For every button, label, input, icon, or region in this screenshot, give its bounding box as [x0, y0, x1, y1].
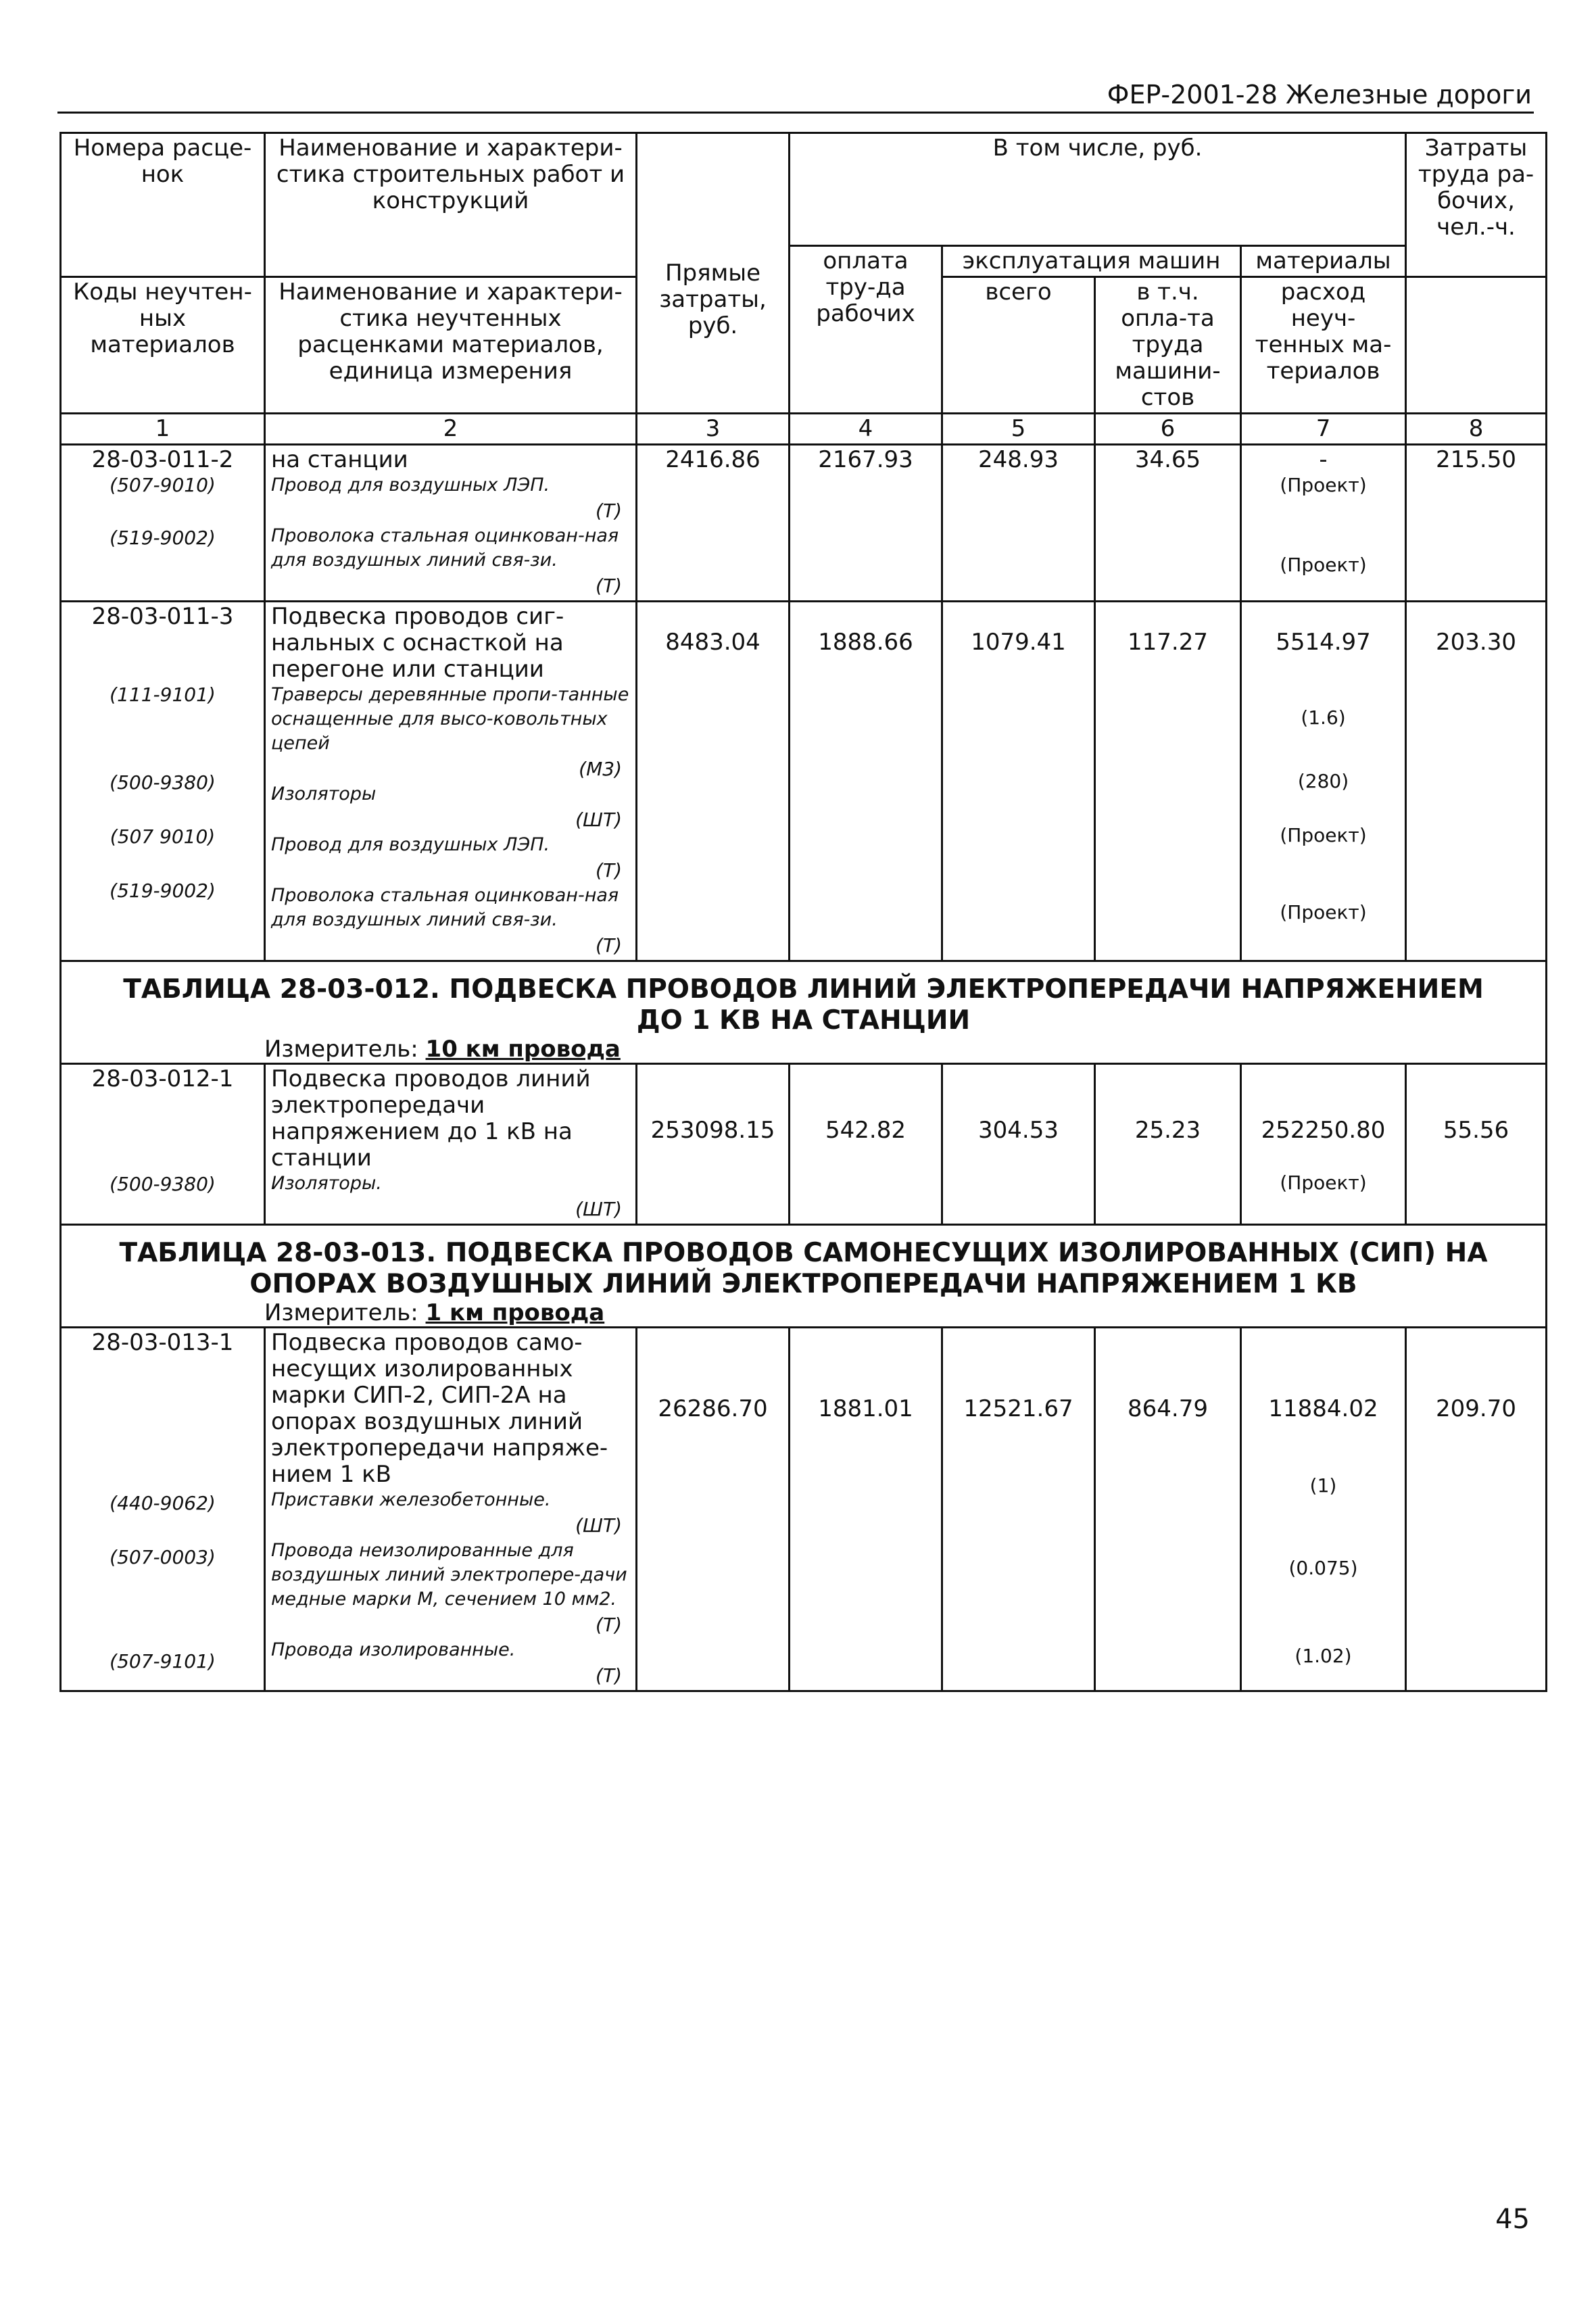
material-unit: (ШТ)	[575, 1514, 622, 1537]
material-name: Изоляторы.	[271, 1173, 382, 1194]
rate-name: Подвеска проводов сиг-нальных с оснасткой на перегоне или станции	[271, 603, 564, 683]
labor-hours: 215.50	[1406, 445, 1547, 602]
labor-hours: 209.70	[1406, 1328, 1547, 1691]
material-unit: (Т)	[596, 934, 622, 957]
material-name: Провод для воздушных ЛЭП.	[271, 475, 550, 496]
direct-cost: 2416.86	[637, 445, 790, 602]
running-header-title: ФЕР-2001-28 Железные дороги	[1107, 80, 1532, 110]
material-unit: (Т)	[596, 500, 622, 522]
rate-cell-codes	[61, 602, 265, 961]
rate-cell-names	[265, 1328, 637, 1691]
material-code: (507 9010)	[110, 825, 216, 848]
material-usage: (1.6)	[1301, 706, 1346, 729]
material-unit: (Т)	[596, 859, 622, 882]
material-unit: (М3)	[579, 758, 622, 780]
material-name: Проволока стальная оцинкован-ная для воздушных линий свя-зи.	[271, 885, 619, 930]
rates-table	[59, 132, 1547, 1692]
header-row-1	[61, 133, 1547, 246]
labor-pay: 2167.93	[790, 445, 942, 602]
material-usage: (1.02)	[1295, 1645, 1352, 1667]
rate-row	[61, 1328, 1547, 1691]
material-unit: (Т)	[596, 1664, 622, 1687]
header-rule	[57, 112, 1534, 114]
machinist-pay-header: в т.ч. опла-та труда машини-стов	[1095, 277, 1241, 414]
material-code: (500-9380)	[110, 771, 216, 794]
material-unit: (ШТ)	[575, 1198, 622, 1220]
rate-row	[61, 1064, 1547, 1225]
rate-cell-codes	[61, 445, 265, 602]
material-usage: (Проект)	[1280, 824, 1367, 846]
column-number: 6	[1095, 414, 1241, 445]
materials-cell	[1241, 602, 1406, 961]
material-name: Провода изолированные.	[271, 1639, 516, 1660]
machinist-pay: 25.23	[1095, 1064, 1241, 1225]
material-code: (507-9101)	[110, 1650, 216, 1672]
rate-name: на станции	[271, 446, 408, 473]
materials-value: 11884.02	[1268, 1395, 1378, 1422]
material-name: Провода неизолированные для воздушных линий электропере-дачи медные марки М, сечением 10 мм2.	[271, 1540, 627, 1610]
material-name: Провод для воздушных ЛЭП.	[271, 834, 550, 855]
material-name: Изоляторы	[271, 783, 377, 804]
rate-name: Подвеска проводов само-несущих изолированных марки СИП-2, СИП-2А на опорах воздушных линий электропередачи напряже-нием 1 кВ	[271, 1329, 608, 1488]
labor-pay-header: оплата тру-да рабочих	[790, 246, 942, 414]
material-usage: (0.075)	[1288, 1557, 1358, 1579]
rate-row	[61, 445, 1547, 602]
material-code: (507-0003)	[110, 1546, 216, 1568]
column-number: 4	[790, 414, 942, 445]
material-code: (519-9002)	[110, 879, 216, 902]
machines-total: 304.53	[942, 1064, 1095, 1225]
materials-cell	[1241, 1064, 1406, 1225]
machines-header: эксплуатация машин	[942, 246, 1241, 277]
labor-pay: 542.82	[790, 1064, 942, 1225]
rate-cell-codes	[61, 1328, 265, 1691]
machines-total: 248.93	[942, 445, 1095, 602]
col1-top-header: Номера расце-нок	[61, 133, 265, 277]
rate-cell-names	[265, 1064, 637, 1225]
material-usage: (Проект)	[1280, 901, 1367, 923]
section-title: ТАБЛИЦА 28-03-012. ПОДВЕСКА ПРОВОДОВ ЛИНИЙ ЭЛЕКТРОПЕРЕДАЧИ НАПРЯЖЕНИЕМ ДО 1 КВ НА СТАНЦИИ	[123, 974, 1484, 1036]
rate-cell-codes	[61, 1064, 265, 1225]
materials-value: -	[1319, 446, 1328, 473]
table-section-heading	[61, 961, 1547, 1064]
direct-cost: 8483.04	[637, 602, 790, 961]
material-usage-header: расход неуч-тенных ма-териалов	[1241, 277, 1406, 414]
material-unit: (ШТ)	[575, 809, 622, 831]
measure-line	[102, 1036, 1505, 1063]
direct-cost: 26286.70	[637, 1328, 790, 1691]
material-name: Проволока стальная оцинкован-ная для воздушных линий свя-зи.	[271, 525, 619, 571]
material-code: (440-9062)	[110, 1492, 216, 1514]
machines-total-header: всего	[942, 277, 1095, 414]
material-code: (500-9380)	[110, 1173, 216, 1195]
rate-code: 28-03-011-3	[91, 603, 234, 630]
material-code: (507-9010)	[110, 474, 216, 496]
col2-top-header: Наименование и характери-стика строительных работ и конструкций	[265, 133, 637, 277]
column-number: 3	[637, 414, 790, 445]
col2-bottom-header: Наименование и характери-стика неучтенных расценками материалов, единица измерения	[265, 277, 637, 414]
labor-hours-header: Затраты труда ра-бочих, чел.-ч.	[1406, 133, 1547, 277]
measure-value: 10 км провода	[425, 1036, 621, 1063]
materials-cell	[1241, 1328, 1406, 1691]
materials-cell	[1241, 445, 1406, 602]
material-unit: (Т)	[596, 1614, 622, 1636]
measure-line	[102, 1300, 1505, 1326]
rate-cell-names	[265, 602, 637, 961]
table-section-heading	[61, 1225, 1547, 1328]
machines-total: 12521.67	[942, 1328, 1095, 1691]
measure-label: Измеритель:	[264, 1299, 418, 1326]
col1-bottom-header: Коды неучтен-ных материалов	[61, 277, 265, 414]
materials-header: материалы	[1241, 246, 1406, 277]
column-number: 1	[61, 414, 265, 445]
material-code: (519-9002)	[110, 527, 216, 549]
column-number: 8	[1406, 414, 1547, 445]
column-number: 2	[265, 414, 637, 445]
material-usage: (280)	[1297, 770, 1349, 792]
direct-cost: 253098.15	[637, 1064, 790, 1225]
labor-hours: 55.56	[1406, 1064, 1547, 1225]
column-number: 5	[942, 414, 1095, 445]
machines-total: 1079.41	[942, 602, 1095, 961]
material-usage: (Проект)	[1280, 474, 1367, 496]
material-name: Приставки железобетонные.	[271, 1489, 551, 1510]
measure-value: 1 км провода	[425, 1299, 605, 1326]
material-usage: (Проект)	[1280, 554, 1367, 576]
rate-code: 28-03-013-1	[91, 1329, 234, 1356]
rate-code: 28-03-012-1	[91, 1065, 234, 1092]
rate-row	[61, 602, 1547, 961]
machinist-pay: 864.79	[1095, 1328, 1241, 1691]
rate-cell-names	[265, 445, 637, 602]
materials-value: 5514.97	[1276, 629, 1371, 656]
material-code: (111-9101)	[110, 683, 216, 706]
direct-cost-header: Прямые затраты, руб.	[637, 133, 790, 414]
labor-pay: 1888.66	[790, 602, 942, 961]
rate-name: Подвеска проводов линий электропередачи напряжением до 1 кВ на станции	[271, 1065, 591, 1172]
material-usage: (1)	[1309, 1474, 1337, 1497]
material-name: Траверсы деревянные пропи-танные оснащенные для высо-ковольтных цепей	[271, 684, 629, 754]
page-number: 45	[1495, 2204, 1530, 2235]
materials-value: 252250.80	[1261, 1117, 1386, 1144]
material-unit: (Т)	[596, 575, 622, 597]
section-title: ТАБЛИЦА 28-03-013. ПОДВЕСКА ПРОВОДОВ САМОНЕСУЩИХ ИЗОЛИРОВАННЫХ (СИП) НА ОПОРАХ ВОЗДУШНЫХ ЛИНИЙ ЭЛЕКТРОПЕРЕДАЧИ НАПРЯЖЕНИЕМ 1 КВ	[119, 1238, 1488, 1299]
rate-code: 28-03-011-2	[91, 446, 234, 473]
column-number-row	[61, 414, 1547, 445]
labor-pay: 1881.01	[790, 1328, 942, 1691]
blank-header-cell	[1406, 277, 1547, 414]
including-header: В том числе, руб.	[790, 133, 1406, 246]
machinist-pay: 117.27	[1095, 602, 1241, 961]
machinist-pay: 34.65	[1095, 445, 1241, 602]
material-usage: (Проект)	[1280, 1172, 1367, 1194]
column-number: 7	[1241, 414, 1406, 445]
measure-label: Измеритель:	[264, 1036, 418, 1063]
labor-hours: 203.30	[1406, 602, 1547, 961]
